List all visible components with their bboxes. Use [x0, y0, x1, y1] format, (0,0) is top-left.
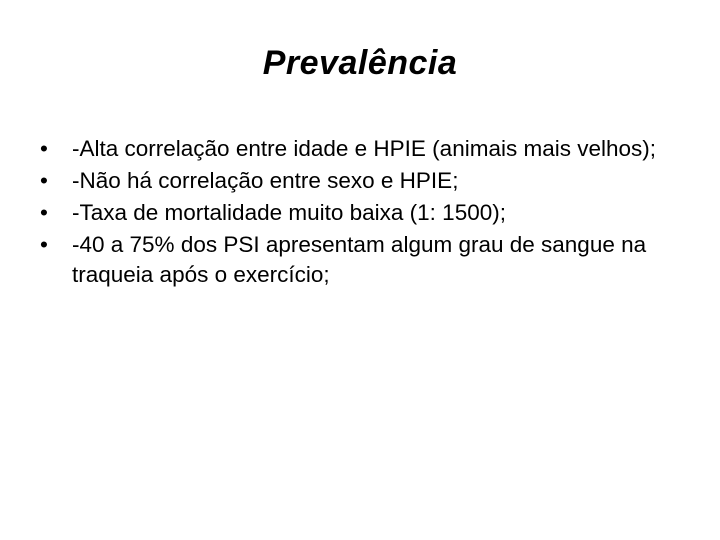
bullet-list: [40, 134, 680, 292]
bullet-text: -Taxa de mortalidade muito baixa (1: 1500);: [72, 200, 506, 225]
bullet-item-age-correlation: [40, 134, 680, 164]
bullet-icon: •: [40, 200, 48, 225]
bullet-item-sex-correlation: [40, 166, 680, 196]
bullet-icon: •: [40, 168, 48, 193]
bullet-icon: •: [40, 232, 48, 257]
bullet-icon: •: [40, 136, 48, 161]
bullet-text: -Alta correlação entre idade e HPIE (animais mais velhos);: [72, 136, 657, 161]
bullet-item-mortality-rate: [40, 198, 680, 228]
bullet-text: -40 a 75% dos PSI apresentam algum grau de sangue na traqueia após o exercício;: [72, 232, 647, 287]
bullet-text: -Não há correlação entre sexo e HPIE;: [72, 168, 459, 193]
slide-title: Prevalência: [262, 44, 458, 82]
bullet-item-psi-blood: [40, 230, 680, 290]
